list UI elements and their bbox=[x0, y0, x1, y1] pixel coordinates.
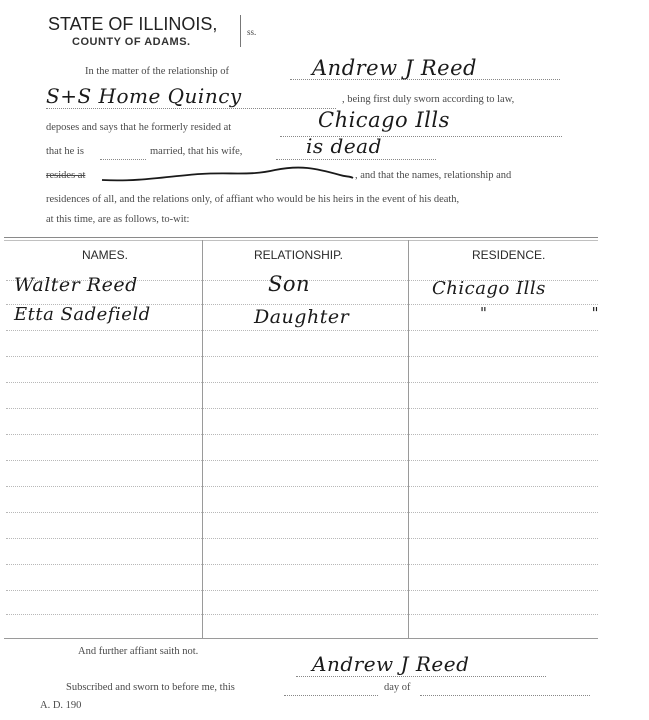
header-brace bbox=[240, 15, 245, 47]
row-1-name: Walter Reed bbox=[14, 274, 138, 296]
resides-at-text: resides at bbox=[46, 170, 86, 181]
and-that-text: , and that the names, relationship and bbox=[355, 170, 512, 181]
table-rule bbox=[6, 614, 598, 615]
in-matter-text: In the matter of the relationship of bbox=[85, 66, 230, 77]
table-rule bbox=[6, 564, 598, 565]
home-line bbox=[46, 108, 336, 109]
month-blank bbox=[420, 695, 590, 696]
header-names: NAMES. bbox=[82, 248, 129, 262]
signature-line bbox=[296, 676, 546, 677]
signature-handwritten: Andrew J Reed bbox=[312, 652, 470, 676]
table-bottom-border bbox=[4, 638, 598, 639]
resided-handwritten: Chicago Ills bbox=[318, 108, 450, 132]
day-blank bbox=[284, 695, 378, 696]
county-title: COUNTY OF ADAMS. bbox=[72, 36, 191, 48]
further-text: And further affiant saith not. bbox=[78, 646, 199, 657]
being-sworn-text: , being first duly sworn according to law, bbox=[342, 94, 515, 105]
table-rule bbox=[6, 486, 598, 487]
deposes-text: deposes and says that he formerly resided at bbox=[46, 122, 232, 133]
strike-squiggle bbox=[100, 160, 355, 186]
home-handwritten: S+S Home Quincy bbox=[46, 84, 242, 108]
table-top-border-2 bbox=[4, 240, 598, 241]
wife-status-handwritten: is dead bbox=[306, 134, 382, 158]
state-title: STATE OF ILLINOIS, bbox=[48, 14, 218, 34]
row-2-residence: " " bbox=[480, 304, 649, 322]
row-2-relationship: Daughter bbox=[254, 306, 350, 328]
row-1-relationship: Son bbox=[268, 272, 311, 296]
row-1-residence: Chicago Ills bbox=[432, 278, 546, 299]
table-rule bbox=[6, 408, 598, 409]
row-2-name: Etta Sadefield bbox=[14, 304, 151, 325]
header-residence: RESIDENCE. bbox=[472, 248, 546, 262]
table-col-divider-1 bbox=[202, 240, 203, 638]
ad-text: A. D. 190 bbox=[40, 700, 82, 711]
table-col-divider-2 bbox=[408, 240, 409, 638]
affiant-name-handwritten: Andrew J Reed bbox=[312, 56, 477, 80]
that-he-is-text: that he is bbox=[46, 146, 84, 157]
married-text: married, that his wife, bbox=[150, 146, 243, 157]
table-rule bbox=[6, 590, 598, 591]
table-rule bbox=[6, 382, 598, 383]
table-rule bbox=[6, 460, 598, 461]
subscribed-text: Subscribed and sworn to before me, this bbox=[66, 682, 235, 693]
table-rule bbox=[6, 538, 598, 539]
table-rule bbox=[6, 356, 598, 357]
table-rule bbox=[6, 512, 598, 513]
table-rule bbox=[6, 434, 598, 435]
at-this-time-text: at this time, are as follows, to-wit: bbox=[46, 214, 190, 225]
table-rule bbox=[6, 330, 598, 331]
residences-text: residences of all, and the relations only, of affiant who would be his heirs in the event of his death, bbox=[46, 194, 460, 205]
ss-label: ss. bbox=[247, 27, 257, 37]
day-of-text: day of bbox=[384, 682, 411, 693]
table-top-border bbox=[4, 237, 598, 238]
header-relationship: RELATIONSHIP. bbox=[254, 248, 343, 262]
